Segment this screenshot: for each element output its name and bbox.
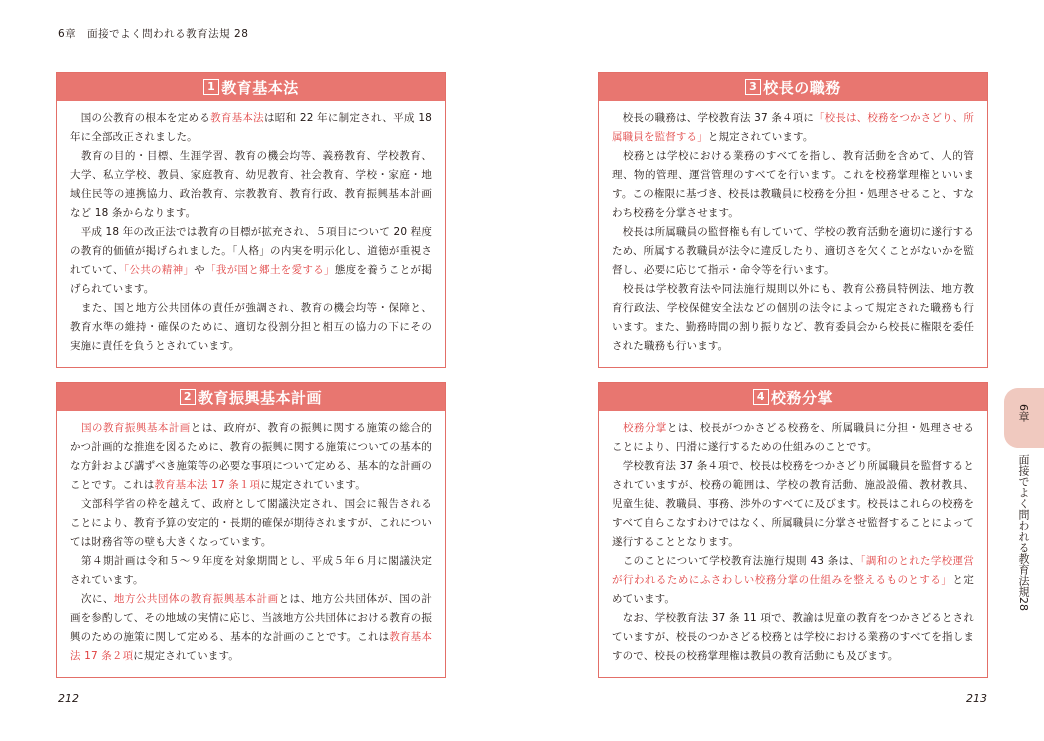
section-title: 校務分掌 (770, 388, 833, 407)
section-title: 教育振興基本計画 (197, 388, 322, 407)
body-text: と定めています。 (612, 574, 974, 605)
body-text: と規定されています。 (707, 131, 814, 143)
body-text: 校務とは学校における業務のすべてを指し、教育活動を含めて、人的管理、物的管理、運営管理のすべてを行います。これを校務掌理権といいます。この権限に基づき、校長は教職員に校務を分担・処理させること、すなわち校務を分掌させます。 (612, 150, 974, 219)
body-text: に規定されています。 (260, 479, 366, 491)
paragraph (612, 109, 974, 147)
highlight-text: 「校長は、校務をつかさどり、所属職員を監督する」 (612, 112, 974, 143)
section-number: 1 (203, 79, 219, 95)
section-number: 2 (180, 389, 196, 405)
paragraph (70, 590, 432, 666)
page-number-left: 212 (58, 692, 79, 705)
body-text: や (194, 264, 206, 276)
highlight-text: 「我が国と郷土を愛する」 (205, 264, 335, 276)
body-text: は昭和 22 年に制定され、平成 18 年に全部改正されました。 (70, 112, 432, 143)
highlight-text: 地方公共団体の教育振興基本計画 (113, 593, 279, 605)
section-box-duty-allocation (598, 382, 988, 678)
section-body (57, 411, 445, 666)
body-text: このことについて学校教育法施行規則 43 条は、 (622, 555, 861, 567)
paragraph (612, 223, 974, 280)
section-title-bar (57, 383, 445, 411)
paragraph (612, 147, 974, 223)
highlight-text: 国の教育振興基本計画 (80, 422, 191, 434)
body-text: 平成 18 年の改正法では教育の目標が拡充され、５項目について 20 程度の教育的価値が掲げられました。「人格」の内実を明示化し、道徳が重視されていて、 (70, 226, 433, 276)
running-header: 6章 面接でよく問われる教育法規 28 (58, 28, 249, 40)
paragraph (70, 109, 432, 147)
paragraph (612, 419, 974, 457)
chapter-side-title: 面接でよく問われる教育法規28 (1017, 454, 1030, 611)
body-text: 次に、 (80, 593, 114, 605)
highlight-text: 教育基本法 17 条２項 (70, 631, 432, 662)
section-box-basic-act (56, 72, 446, 368)
body-text: 校長の職務は、学校教育法 37 条４項に (622, 112, 815, 124)
section-title: 教育基本法 (221, 78, 299, 97)
section-body (57, 101, 445, 356)
paragraph (70, 299, 432, 356)
body-text: 国の公教育の根本を定める (80, 112, 211, 124)
section-title: 校長の職務 (763, 78, 841, 97)
highlight-text: 校務分掌 (622, 422, 667, 434)
body-text: 教育の目的・目標、生涯学習、教育の機会均等、義務教育、学校教育、大学、私立学校、教員、家庭教育、幼児教育、社会教育、学校・家庭・地域住民等の連携協力、政治教育、宗教教育、教育行政、教育振興基本計画など 18 条からなります。 (70, 150, 432, 219)
section-title-bar (57, 73, 445, 101)
body-text: 校長は所属職員の監督権も有していて、学校の教育活動を適切に遂行するため、所属する教職員が法令に違反したり、適切さを欠くことがないかを監督し、必要に応じて指示・命令等を行います。 (612, 226, 974, 276)
paragraph (70, 223, 432, 299)
highlight-text: 教育基本法 (210, 112, 264, 124)
body-text: に規定されています。 (133, 650, 239, 662)
section-title-bar (599, 383, 987, 411)
page-number-right: 213 (966, 692, 987, 705)
paragraph (70, 147, 432, 223)
paragraph (70, 495, 432, 552)
paragraph (612, 457, 974, 552)
section-title-bar (599, 73, 987, 101)
section-body (599, 101, 987, 356)
body-text: とは、政府が、教育の振興に関する施策の総合的かつ計画的な推進を図るために、教育の振興に関する施策についての基本的な方針および講ずべき施策等の必要な事項について定める、基本的な計画のことです。これは (70, 422, 432, 491)
body-text: 文部科学省の枠を越えて、政府として閣議決定され、国会に報告されることにより、教育予算の安定的・長期的確保が期待されますが、これについては財務省等の壁も大きくなっています。 (70, 498, 432, 548)
section-body (599, 411, 987, 666)
chapter-side-tab-label: 6章 (1017, 404, 1030, 422)
body-text: とは、地方公共団体が、国の計画を参酌して、その地域の実情に応じ、当該地方公共団体における教育の振興のための施策に関して定める、基本的な計画のことです。これは (70, 593, 432, 643)
section-box-promotion-plan (56, 382, 446, 678)
body-text: とは、校長がつかさどる校務を、所属職員に分担・処理させることにより、円滑に遂行するための仕組みのことです。 (612, 422, 974, 453)
body-text: なお、学校教育法 37 条 11 項で、教諭は児童の教育をつかさどるとされていますが、校長のつかさどる校務とは学校における業務のすべてを指しますので、校長の校務掌理権は教員の教育活動にも及びます。 (612, 612, 974, 662)
highlight-text: 教育基本法 17 条１項 (154, 479, 261, 491)
paragraph (70, 419, 432, 495)
section-number: 3 (745, 79, 761, 95)
body-text: 校長は学校教育法や同法施行規則以外にも、教育公務員特例法、地方教育行政法、学校保健安全法などの個別の法令によって規定された職務も行います。また、勤務時間の割り振りなど、教育委員会から校長に権限を委任された職務も行います。 (612, 283, 974, 352)
paragraph (70, 552, 432, 590)
paragraph (612, 552, 974, 609)
body-text: 第４期計画は令和５～９年度を対象期間とし、平成５年６月に閣議決定されています。 (70, 555, 432, 586)
highlight-text: 「公共の精神」 (123, 264, 195, 276)
body-text: また、国と地方公共団体の責任が強調され、教育の機会均等・保障と、教育水準の維持・確保のために、適切な役割分担と相互の協力の下にその実施に責任を負うとされています。 (70, 302, 432, 352)
body-text: 態度を養うことが掲げられています。 (70, 264, 432, 295)
highlight-text: 「調和のとれた学校運営が行われるためにふさわしい校務分掌の仕組みを整えるものとする」 (612, 555, 974, 586)
section-box-principal-duties (598, 72, 988, 368)
body-text: 学校教育法 37 条４項で、校長は校務をつかさどり所属職員を監督するとされていますが、校務の範囲は、学校の教育活動、施設設備、教材教具、児童生徒、教職員、事務、渉外のすべてに及びます。校長はこれらの校務をすべて自らこなすわけではなく、所属職員に分掌させ監督することによって遂行することとなります。 (612, 460, 975, 548)
paragraph (612, 609, 974, 666)
paragraph (612, 280, 974, 356)
section-number: 4 (753, 389, 769, 405)
